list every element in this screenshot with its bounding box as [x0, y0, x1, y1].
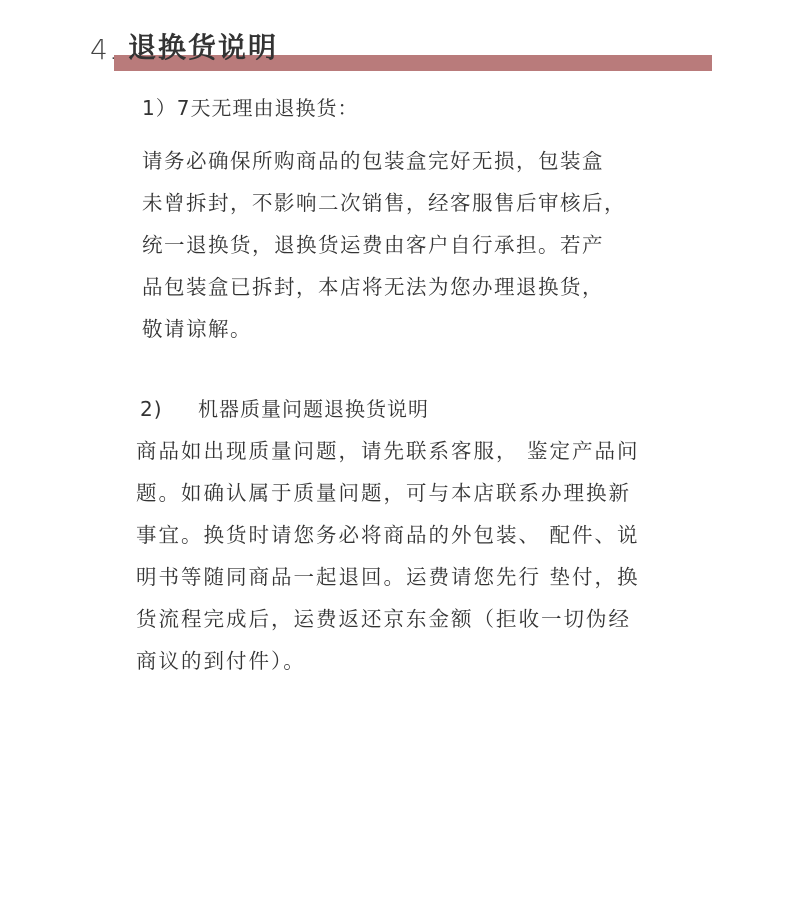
- section2-line: 事宜。换货时请您务必将商品的外包装、 配件、说: [136, 523, 640, 547]
- section2-line: 题。如确认属于质量问题，可与本店联系办理换新: [136, 481, 631, 505]
- section1-body: [142, 140, 702, 350]
- section2-title: 机器质量问题退换货说明: [198, 397, 429, 421]
- section-number: 4.: [90, 33, 119, 66]
- section2-line: 商议的到付件）。: [136, 649, 306, 673]
- section2-line: 商品如出现质量问题，请先联系客服， 鉴定产品问: [136, 439, 640, 463]
- section1-line: 统一退换货，退换货运费由客户自行承担。若产: [142, 233, 604, 257]
- section1-line: 品包装盒已拆封，本店将无法为您办理退换货，: [142, 275, 604, 299]
- section2-line: 货流程完成后，运费返还京东金额（拒收一切伪经: [136, 607, 631, 631]
- section1-line: 未曾拆封，不影响二次销售，经客服售后审核后，: [142, 191, 626, 215]
- section2-body: [136, 430, 716, 682]
- page-title: 退换货说明: [128, 31, 279, 64]
- section1-line: 请务必确保所购商品的包装盒完好无损，包装盒: [142, 149, 604, 173]
- section1-line: 敬请谅解。: [142, 317, 252, 341]
- section1-heading: 1）7天无理由退换货：: [142, 96, 359, 120]
- section2-heading: [140, 395, 429, 423]
- section2-number: 2): [140, 397, 163, 421]
- section2-line: 明书等随同商品一起退回。运费请您先行 垫付，换: [136, 565, 640, 589]
